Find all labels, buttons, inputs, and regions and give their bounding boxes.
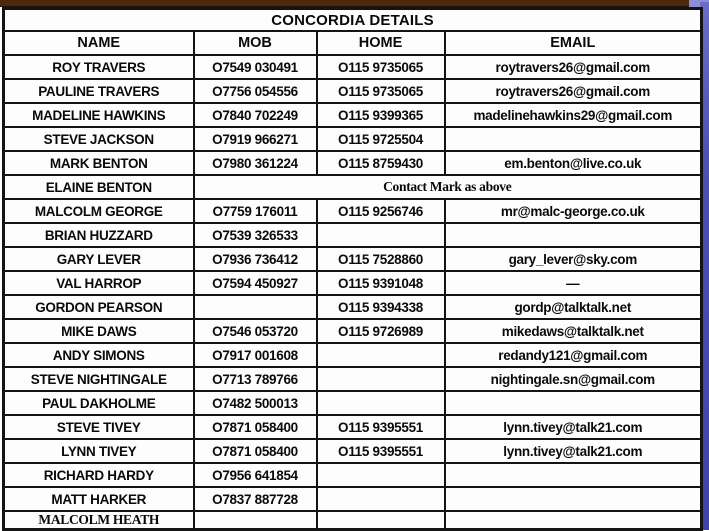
cell-name: GARY LEVER <box>4 247 194 271</box>
cell-home <box>317 487 445 511</box>
cell-mob: O7917 001608 <box>194 343 317 367</box>
cell-mob: O7759 176011 <box>194 199 317 223</box>
cell-mob <box>194 511 317 530</box>
cell-mob: O7956 641854 <box>194 463 317 487</box>
cell-mob: O7840 702249 <box>194 103 317 127</box>
cell-email: lynn.tivey@talk21.com <box>445 415 702 439</box>
cell-home <box>317 511 445 530</box>
table-row <box>4 103 702 127</box>
cell-name: PAUL DAKHOLME <box>4 391 194 415</box>
cell-email: madelinehawkins29@gmail.com <box>445 103 702 127</box>
cell-email <box>445 511 702 530</box>
table-row <box>4 391 702 415</box>
cell-home <box>317 343 445 367</box>
cell-mob: O7546 053720 <box>194 319 317 343</box>
table-row <box>4 511 702 530</box>
cell-name: RICHARD HARDY <box>4 463 194 487</box>
cell-email: redandy121@gmail.com <box>445 343 702 367</box>
cell-home: O115 9726989 <box>317 319 445 343</box>
column-header-mob: MOB <box>194 31 317 55</box>
cell-email <box>445 487 702 511</box>
contacts-table <box>2 7 703 531</box>
cell-email <box>445 223 702 247</box>
cell-email: mikedaws@talktalk.net <box>445 319 702 343</box>
table-row <box>4 55 702 79</box>
cell-mob: O7539 326533 <box>194 223 317 247</box>
cell-email <box>445 391 702 415</box>
cell-email <box>445 127 702 151</box>
cell-name: LYNN TIVEY <box>4 439 194 463</box>
cell-home: O115 7528860 <box>317 247 445 271</box>
cell-home: O115 9391048 <box>317 271 445 295</box>
cell-mob: O7837 887728 <box>194 487 317 511</box>
cell-home: O115 9394338 <box>317 295 445 319</box>
cell-mob: O7713 789766 <box>194 367 317 391</box>
cell-home: O115 9395551 <box>317 439 445 463</box>
cell-mob: O7549 030491 <box>194 55 317 79</box>
cell-mob: O7871 058400 <box>194 439 317 463</box>
cell-name: BRIAN HUZZARD <box>4 223 194 247</box>
cell-email: roytravers26@gmail.com <box>445 55 702 79</box>
cell-email: roytravers26@gmail.com <box>445 79 702 103</box>
cell-name: STEVE NIGHTINGALE <box>4 367 194 391</box>
table-row <box>4 151 702 175</box>
cell-home: O115 9395551 <box>317 415 445 439</box>
table-row <box>4 415 702 439</box>
cell-name: STEVE TIVEY <box>4 415 194 439</box>
table-row-merged-note <box>4 175 702 199</box>
table-row <box>4 343 702 367</box>
cell-home <box>317 367 445 391</box>
table-row <box>4 199 702 223</box>
cell-home <box>317 391 445 415</box>
cell-email: — <box>445 271 702 295</box>
table-row <box>4 319 702 343</box>
cell-name: ELAINE BENTON <box>4 175 194 199</box>
column-header-email: EMAIL <box>445 31 702 55</box>
cell-email <box>445 463 702 487</box>
cell-email: em.benton@live.co.uk <box>445 151 702 175</box>
cell-name: MATT HARKER <box>4 487 194 511</box>
cell-name: MALCOLM HEATH <box>4 511 194 530</box>
cell-mob: O7936 736412 <box>194 247 317 271</box>
cell-name: MALCOLM GEORGE <box>4 199 194 223</box>
table-row <box>4 439 702 463</box>
cell-email: nightingale.sn@gmail.com <box>445 367 702 391</box>
cell-name: ROY TRAVERS <box>4 55 194 79</box>
table-row <box>4 223 702 247</box>
cell-mob: O7756 054556 <box>194 79 317 103</box>
cell-home: O115 9735065 <box>317 55 445 79</box>
cell-email: gordp@talktalk.net <box>445 295 702 319</box>
table-row <box>4 367 702 391</box>
cell-home: O115 9256746 <box>317 199 445 223</box>
cell-name: MADELINE HAWKINS <box>4 103 194 127</box>
table-row <box>4 127 702 151</box>
cell-home: O115 8759430 <box>317 151 445 175</box>
table-row <box>4 271 702 295</box>
column-header-name: NAME <box>4 31 194 55</box>
cell-email: mr@malc-george.co.uk <box>445 199 702 223</box>
column-header-home: HOME <box>317 31 445 55</box>
cell-name: ANDY SIMONS <box>4 343 194 367</box>
cell-mob: O7482 500013 <box>194 391 317 415</box>
cell-home <box>317 223 445 247</box>
cell-mob: O7919 966271 <box>194 127 317 151</box>
cell-email: gary_lever@sky.com <box>445 247 702 271</box>
cell-mob <box>194 295 317 319</box>
cell-email: lynn.tivey@talk21.com <box>445 439 702 463</box>
cell-home: O115 9735065 <box>317 79 445 103</box>
table-header-row <box>4 31 702 55</box>
cell-mob: O7871 058400 <box>194 415 317 439</box>
cell-mob: O7980 361224 <box>194 151 317 175</box>
table-row <box>4 79 702 103</box>
cell-name: MIKE DAWS <box>4 319 194 343</box>
table-row <box>4 295 702 319</box>
cell-home <box>317 463 445 487</box>
window-top-bar <box>0 0 694 7</box>
cell-name: STEVE JACKSON <box>4 127 194 151</box>
cell-name: GORDON PEARSON <box>4 295 194 319</box>
cell-mob: O7594 450927 <box>194 271 317 295</box>
table-row <box>4 247 702 271</box>
cell-home: O115 9725504 <box>317 127 445 151</box>
table-row <box>4 463 702 487</box>
table-row <box>4 487 702 511</box>
cell-name: MARK BENTON <box>4 151 194 175</box>
cell-merged-note: Contact Mark as above <box>194 175 702 199</box>
cell-name: PAULINE TRAVERS <box>4 79 194 103</box>
table-title: CONCORDIA DETAILS <box>4 9 702 32</box>
cell-name: VAL HARROP <box>4 271 194 295</box>
cell-home: O115 9399365 <box>317 103 445 127</box>
table-title-row <box>4 9 702 32</box>
